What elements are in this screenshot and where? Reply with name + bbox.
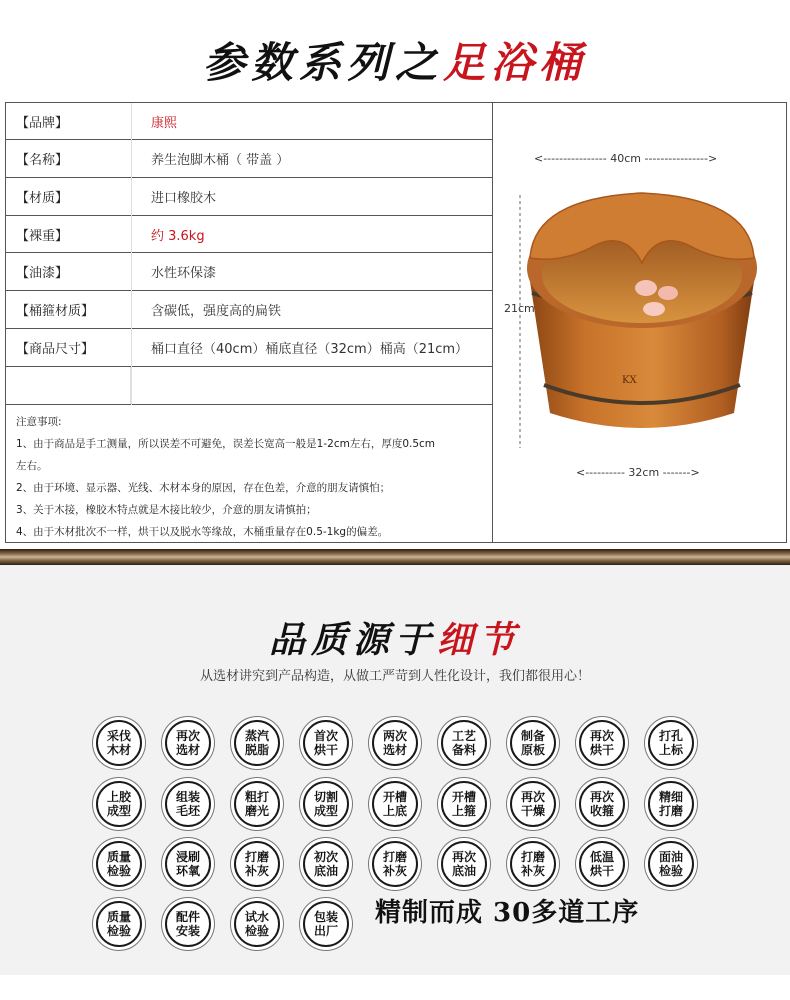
process-step-label: 质量检验: [106, 850, 131, 878]
process-step-label: 打磨补灰: [244, 850, 269, 878]
spec-key: 【材质】: [16, 191, 69, 206]
spec-column-divider: [131, 103, 132, 405]
process-step-label: 质量检验: [106, 910, 131, 938]
process-step: [234, 841, 280, 887]
process-step-label: 两次选材: [382, 729, 407, 757]
spec-key: 【油漆】: [16, 266, 69, 281]
process-step: [165, 901, 211, 947]
process-step-label: 工艺备料: [451, 729, 476, 757]
title-black: 参数系列之: [202, 38, 443, 87]
petal: [643, 302, 665, 316]
notes-line-1: 1、由于商品是手工测量，所以误差不可避免，误差长宽高一般是1-2cm左右，厚度0.5cm: [16, 438, 436, 450]
spec-key: 【裸重】: [16, 228, 69, 244]
process-step: [510, 841, 556, 887]
bottom-band: [0, 975, 790, 1000]
notes-box: [6, 405, 493, 544]
product-panel: [494, 103, 787, 542]
process-step: [165, 781, 211, 827]
process-step: [372, 841, 418, 887]
process-step-label: 试水检验: [244, 910, 269, 938]
process-step-label: 低温烘干: [589, 850, 614, 878]
process-step: [441, 720, 487, 766]
quality-section: [0, 565, 790, 975]
process-step-label: 开槽上箍: [451, 790, 476, 818]
spec-row: [6, 329, 493, 367]
process-summary: 精制而成 30多道工序: [375, 898, 640, 928]
process-step: [579, 781, 625, 827]
process-step: [96, 781, 142, 827]
spec-row: [6, 103, 493, 140]
spec-row-empty: [6, 367, 493, 405]
process-step-label: 配件安装: [175, 910, 200, 938]
title-red: 足浴桶: [443, 38, 588, 87]
process-step-label: 再次干燥: [520, 790, 545, 818]
process-step-label: 初次底油: [313, 850, 338, 878]
notes-line-2: 2、由于环境、显示器、光线、木材本身的原因，存在色差，介意的朋友请慎怕；: [16, 482, 391, 494]
notes-heading: 注意事项:: [16, 416, 62, 428]
process-step-label: 再次选材: [175, 729, 200, 757]
process-step: [165, 841, 211, 887]
dimension-bottom: <---------- 32cm ------->: [576, 466, 700, 479]
foot-bath-tub-image: [494, 103, 787, 543]
process-step: [234, 720, 280, 766]
process-step-label: 开槽上底: [382, 790, 407, 818]
process-step-label: 组装毛坯: [175, 790, 200, 818]
spec-key: 【商品尺寸】: [16, 342, 95, 357]
process-step-label: 再次烘干: [589, 729, 614, 757]
process-step-label: 切割成型: [313, 790, 338, 818]
spec-key: 【桶箍材质】: [16, 304, 95, 319]
process-step-label: 上胶成型: [106, 790, 131, 818]
quality-tagline: 从选材讲究到产品构造，从做工严苛到人性化设计，我们都很用心！: [199, 669, 590, 684]
tub-lid: [530, 193, 754, 263]
spec-key: 【品牌】: [16, 115, 69, 131]
quality-title-black: 品质源于: [268, 619, 437, 661]
process-step: [510, 781, 556, 827]
process-step: [303, 781, 349, 827]
process-step: [372, 781, 418, 827]
process-step: [648, 781, 694, 827]
process-step-label: 再次收箍: [589, 790, 614, 818]
spec-row: [6, 216, 493, 253]
process-step: [303, 841, 349, 887]
process-step-label: 浸刷环氧: [175, 850, 200, 878]
process-step: [96, 841, 142, 887]
process-step: [510, 720, 556, 766]
process-step: [165, 720, 211, 766]
spec-value: 康熙: [151, 115, 178, 131]
notes-line-4: 4、由于木材批次不一样，烘干以及脱水等缘故，木桶重量存在0.5-1kg的偏差。: [16, 526, 389, 538]
process-step: [96, 901, 142, 947]
process-step: [579, 841, 625, 887]
process-step-label: 蒸汽脱脂: [244, 729, 269, 757]
process-step: [303, 720, 349, 766]
process-step-label: 打孔上标: [658, 729, 683, 757]
wood-divider: [0, 549, 790, 565]
process-step-label: 再次底油: [451, 850, 476, 878]
page-title: [0, 30, 790, 90]
process-step-label: 采伐木材: [106, 729, 131, 757]
spec-key: 【名称】: [16, 153, 69, 168]
petal: [658, 286, 678, 300]
process-step-label: 制备原板: [520, 729, 545, 757]
process-step: [579, 720, 625, 766]
spec-value: 桶口直径（40cm）桶底直径（32cm）桶高（21cm）: [151, 342, 469, 357]
quality-title: [0, 612, 790, 663]
process-step: [96, 720, 142, 766]
process-step: [303, 901, 349, 947]
spec-value: 含碳低，强度高的扁铁: [151, 304, 282, 319]
spec-value: 水性环保漆: [151, 266, 217, 281]
spec-row: [6, 178, 493, 216]
process-step: [648, 720, 694, 766]
process-step: [234, 901, 280, 947]
petal: [635, 280, 657, 296]
process-step: [441, 781, 487, 827]
process-step: [441, 841, 487, 887]
spec-row: [6, 253, 493, 291]
process-step: [648, 841, 694, 887]
notes-line-1b: 左右。: [16, 460, 48, 472]
spec-value: 养生泡脚木桶（ 带盖 ）: [151, 153, 290, 168]
process-step-label: 精细打磨: [658, 790, 683, 818]
process-step-label: 包装出厂: [313, 910, 338, 938]
dimension-side: 21cm: [504, 302, 535, 315]
spec-table: [5, 102, 787, 543]
process-step-label: 粗打磨光: [244, 790, 269, 818]
process-step-label: 面油检验: [658, 850, 683, 878]
spec-value: 约 3.6kg: [151, 228, 205, 244]
process-step: [234, 781, 280, 827]
spec-row: [6, 291, 493, 329]
dimension-top: <---------------- 40cm ---------------->: [534, 152, 718, 165]
spec-value: 进口橡胶木: [151, 191, 217, 206]
spec-row: [6, 140, 493, 178]
tub-logo: KX: [622, 375, 637, 386]
process-step-label: 打磨补灰: [520, 850, 545, 878]
notes-line-3: 3、关于木接，橡胶木特点就是木接比较少，介意的朋友请慎拍；: [16, 504, 317, 516]
process-step-label: 首次烘干: [313, 729, 338, 757]
process-step-label: 打磨补灰: [382, 850, 407, 878]
quality-title-red: 细节: [437, 619, 522, 661]
process-step: [372, 720, 418, 766]
